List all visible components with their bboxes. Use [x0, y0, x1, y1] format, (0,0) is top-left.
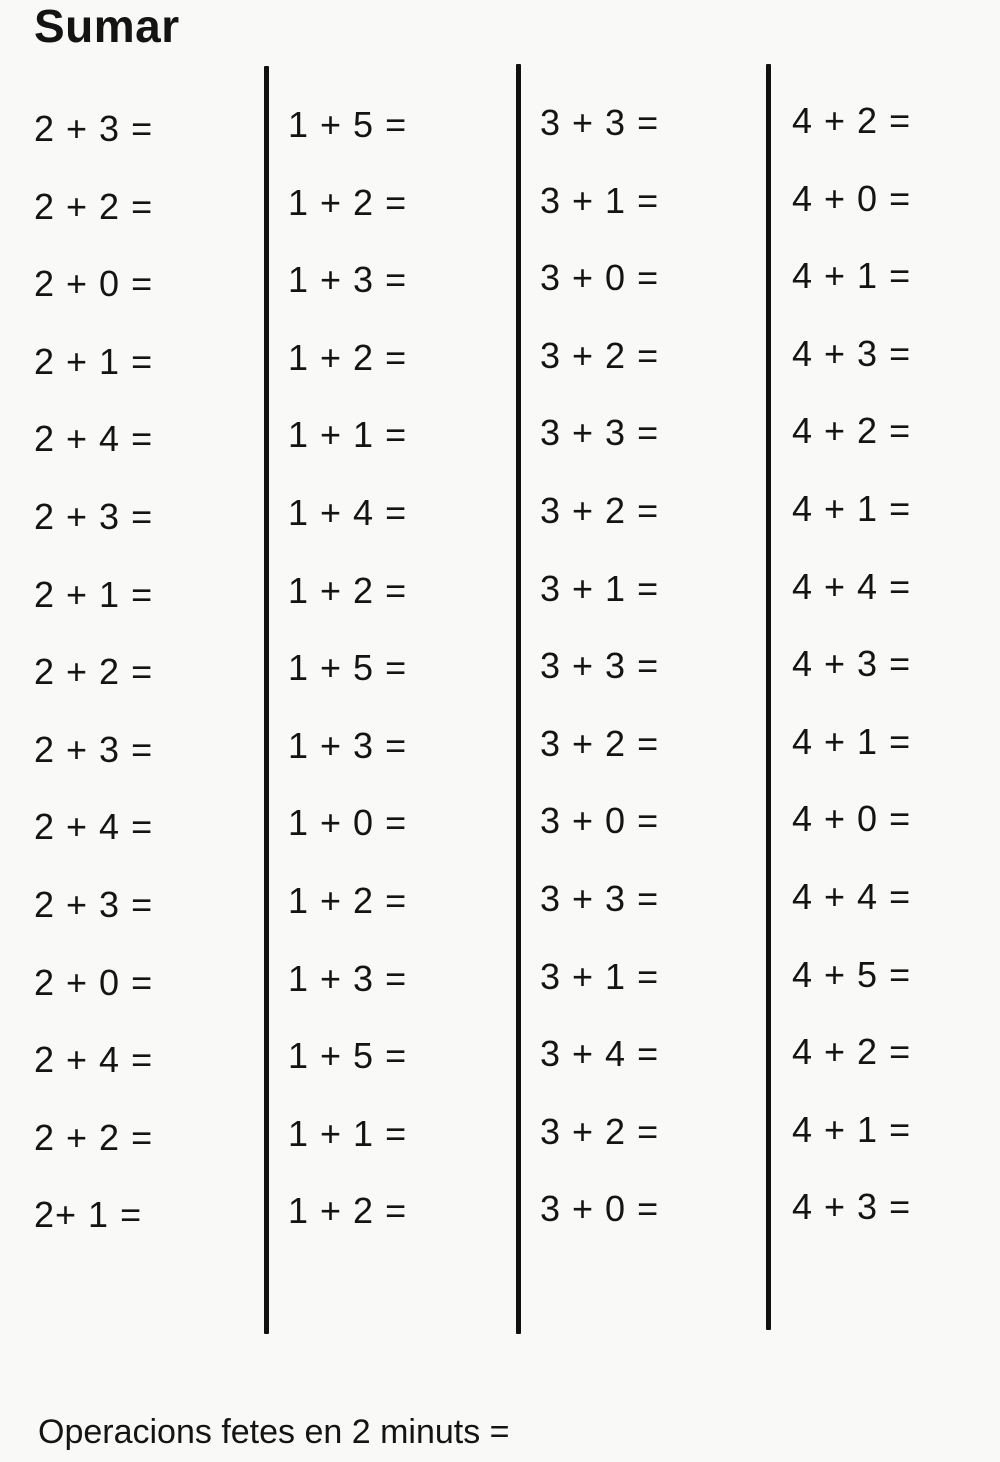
sum-exercise: 1 + 2 = [288, 336, 408, 378]
worksheet-title: Sumar [34, 0, 180, 52]
sum-column-ones [288, 86, 518, 1250]
sum-exercise: 4 + 4 = [792, 875, 912, 917]
sum-exercise: 2 + 4 = [34, 806, 154, 848]
sum-exercise: 4 + 0 = [792, 798, 912, 840]
sum-exercise: 2 + 2 = [34, 1116, 154, 1158]
sum-exercise: 4 + 1 = [792, 487, 912, 529]
sum-exercise: 3 + 0 = [540, 1188, 660, 1230]
sum-exercise: 3 + 2 = [540, 1110, 660, 1152]
operations-count-label: Operacions fetes en 2 minuts = [38, 1413, 510, 1451]
sum-column-threes [540, 84, 770, 1248]
sum-exercise: 2 + 1 = [34, 573, 154, 615]
sum-exercise: 2 + 0 = [34, 961, 154, 1003]
sum-exercise: 2 + 1 = [34, 340, 154, 382]
sum-column-fours [792, 82, 1000, 1246]
sum-exercise: 4 + 3 = [792, 332, 912, 374]
sum-exercise: 2 + 4 = [34, 418, 154, 460]
sum-exercise: 3 + 1 = [540, 567, 660, 609]
sum-exercise: 1 + 2 = [288, 569, 408, 611]
sum-exercise: 1 + 4 = [288, 491, 408, 533]
sum-exercise: 1 + 0 = [288, 802, 408, 844]
sum-exercise: 1 + 3 = [288, 259, 408, 301]
sum-exercise: 3 + 0 = [540, 800, 660, 842]
sum-column-twos [34, 90, 264, 1254]
sum-exercise: 1 + 1 = [288, 414, 408, 456]
sum-exercise: 4 + 4 = [792, 565, 912, 607]
sum-exercise: 3 + 3 = [540, 412, 660, 454]
sum-exercise: 3 + 0 = [540, 257, 660, 299]
sum-exercise: 3 + 2 = [540, 722, 660, 764]
sum-exercise: 1 + 2 = [288, 181, 408, 223]
sum-exercise: 2 + 3 = [34, 108, 154, 149]
column-divider [264, 66, 269, 1334]
sum-exercise: 3 + 2 = [540, 334, 660, 376]
sum-exercise: 3 + 1 = [540, 179, 660, 221]
column-divider [516, 64, 521, 1334]
sum-exercise: 4 + 0 = [792, 177, 912, 219]
sum-exercise: 2+ 1 = [34, 1194, 143, 1236]
sum-exercise: 2 + 4 = [34, 1039, 154, 1081]
sum-exercise: 1 + 3 = [288, 957, 408, 999]
sum-exercise: 4 + 2 = [792, 1031, 912, 1073]
sum-exercise: 4 + 2 = [792, 100, 912, 141]
sum-exercise: 4 + 1 = [792, 720, 912, 762]
sum-exercise: 3 + 3 = [540, 645, 660, 687]
column-divider [766, 64, 771, 1330]
sum-exercise: 1 + 5 = [288, 647, 408, 689]
sum-exercise: 4 + 1 = [792, 255, 912, 297]
sum-exercise: 2 + 3 = [34, 883, 154, 925]
sum-exercise: 4 + 2 = [792, 410, 912, 452]
sum-exercise: 4 + 3 = [792, 1186, 912, 1228]
sum-exercise: 3 + 2 = [540, 489, 660, 531]
sum-exercise: 1 + 2 = [288, 879, 408, 921]
sum-exercise: 4 + 3 = [792, 643, 912, 685]
sum-exercise: 1 + 2 = [288, 1190, 408, 1232]
sum-exercise: 1 + 3 = [288, 724, 408, 766]
sum-exercise: 1 + 5 = [288, 104, 408, 145]
sum-exercise: 1 + 5 = [288, 1035, 408, 1077]
sum-exercise: 3 + 4 = [540, 1033, 660, 1075]
sum-exercise: 3 + 3 = [540, 102, 660, 143]
sum-exercise: 3 + 1 = [540, 955, 660, 997]
sum-exercise: 2 + 3 = [34, 495, 154, 537]
sum-exercise: 2 + 2 = [34, 185, 154, 227]
sum-exercise: 4 + 1 = [792, 1108, 912, 1150]
sum-exercise: 2 + 2 = [34, 651, 154, 693]
sum-exercise: 1 + 1 = [288, 1112, 408, 1154]
sum-exercise: 3 + 3 = [540, 877, 660, 919]
sum-exercise: 4 + 5 = [792, 953, 912, 995]
sum-exercise: 2 + 3 = [34, 728, 154, 770]
sum-exercise: 2 + 0 = [34, 263, 154, 305]
